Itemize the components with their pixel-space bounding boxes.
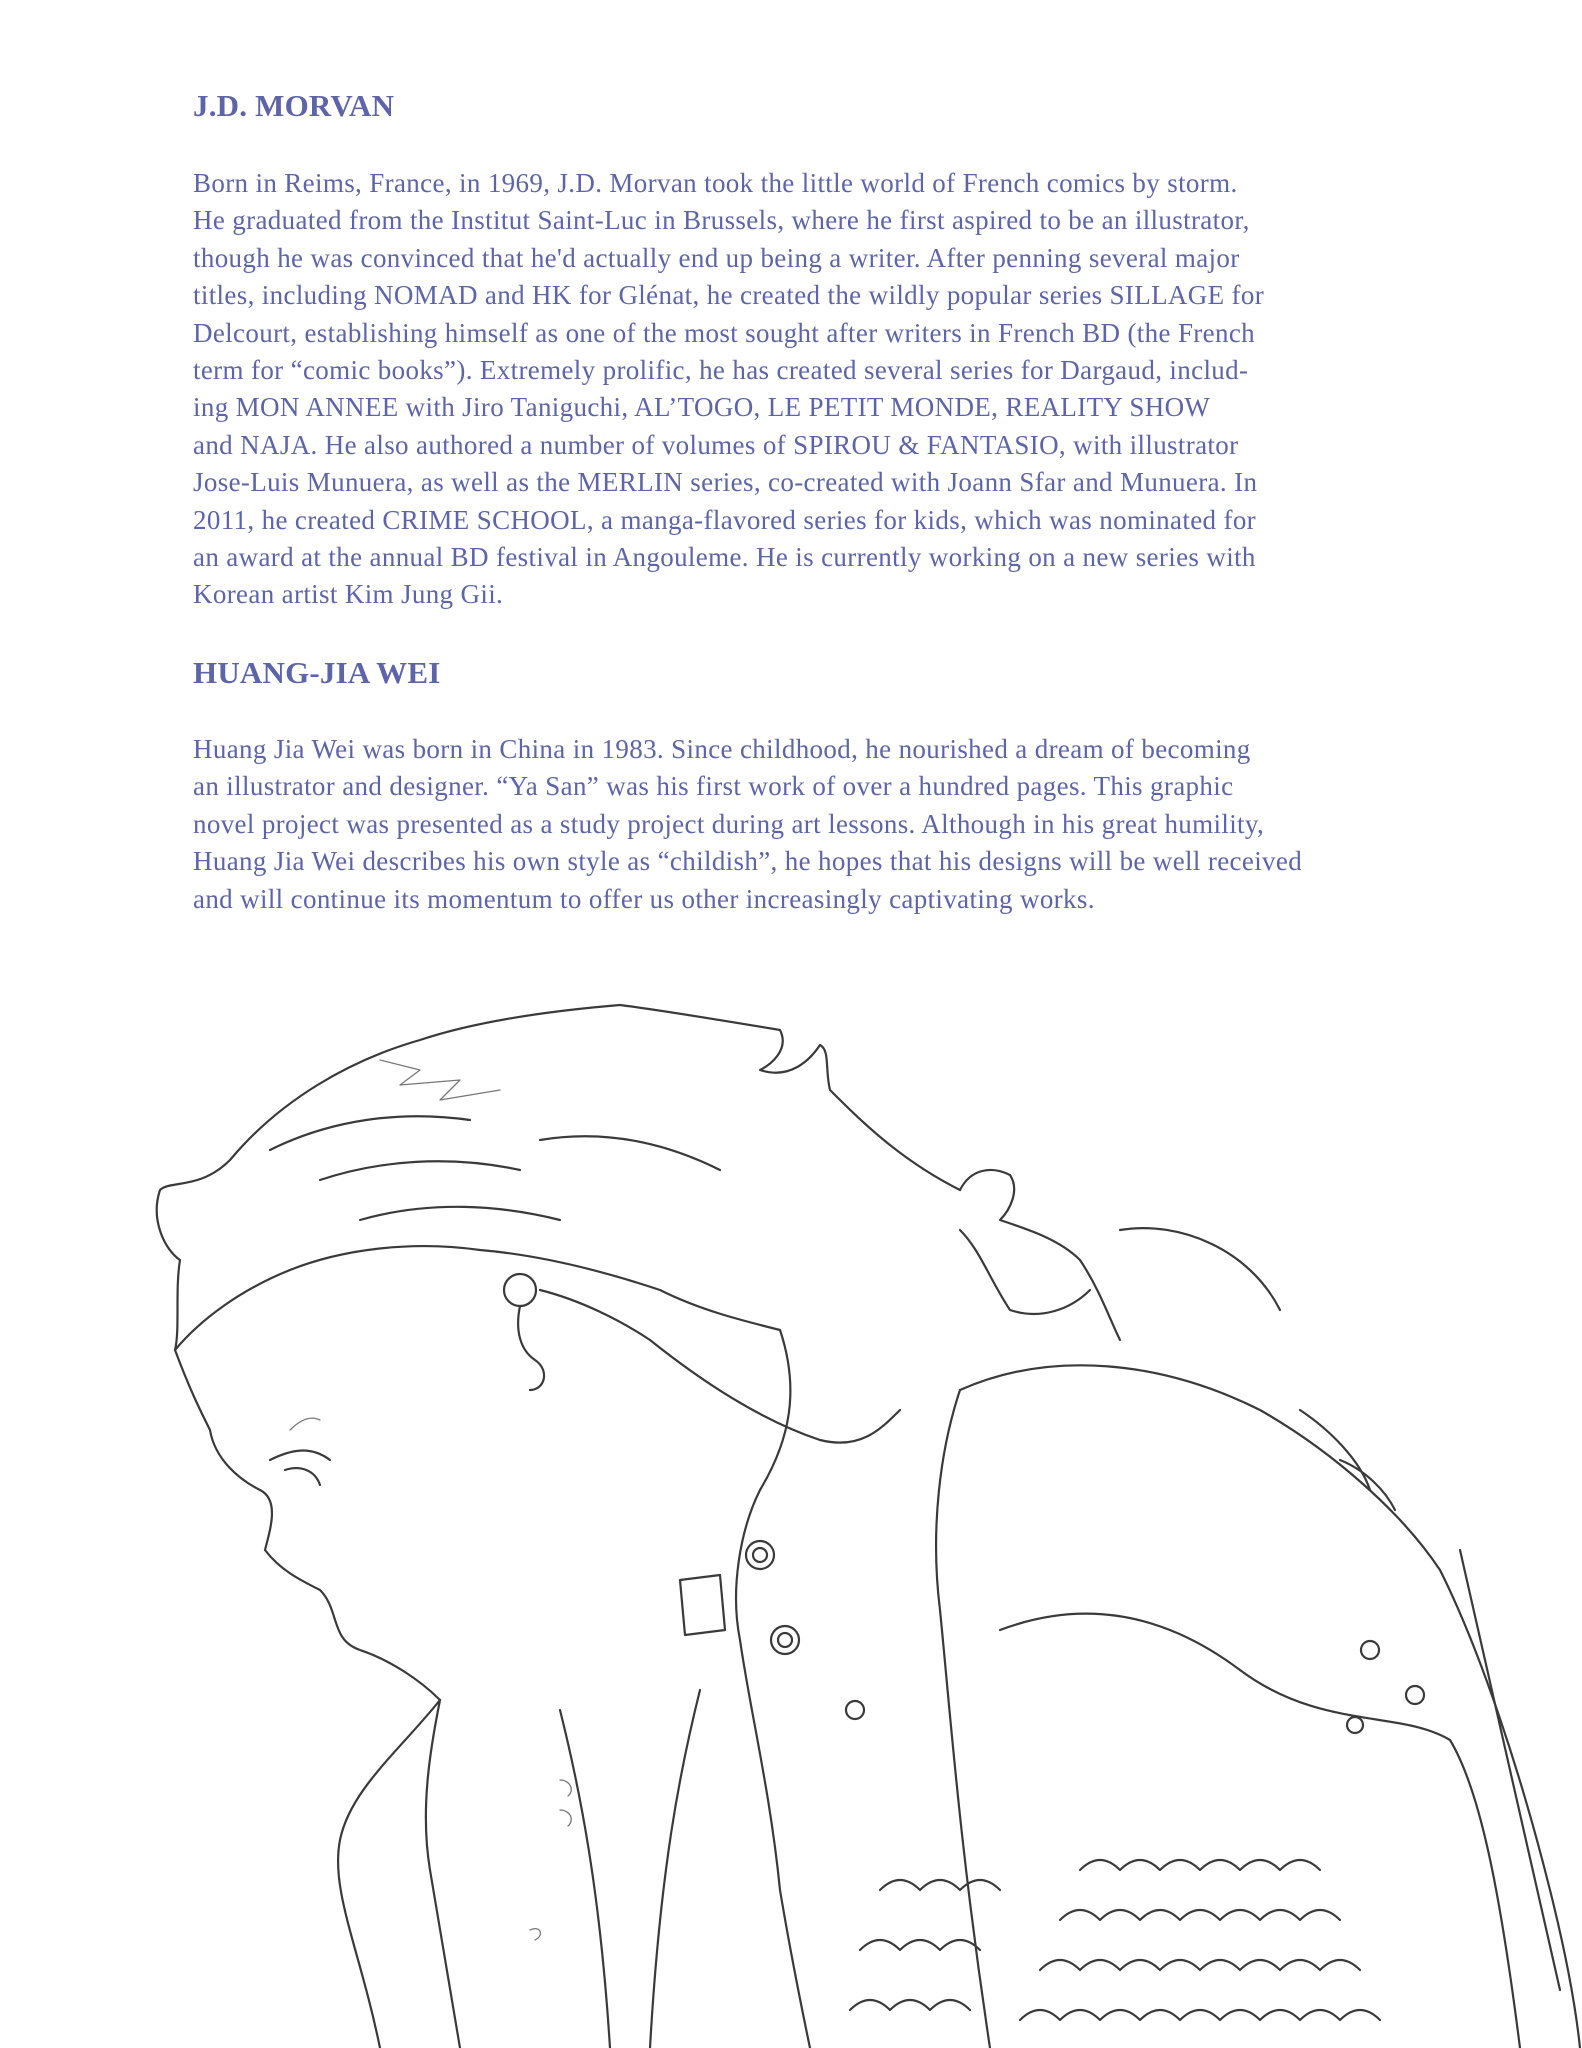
bio-line: Delcourt, establishing himself as one of the most sought after writers in French BD (the French: [193, 317, 1256, 348]
heading-huang-jia-wei: HUANG-JIA WEI: [193, 655, 441, 690]
bio-line: an award at the annual BD festival in Angouleme. He is currently working on a new series with: [193, 542, 1256, 573]
bio-jd-morvan: [193, 165, 1264, 614]
face-profile: [175, 1350, 440, 1700]
bio-line: Born in Reims, France, in 1969, J.D. Morvan took the little world of French comics by storm.: [193, 168, 1238, 198]
small-figure: [960, 1170, 1120, 1340]
bio-line: term for “comic books”). Extremely prolific, he has created several series for Dargaud, includ-: [193, 355, 1249, 386]
bio-line: an illustrator and designer. “Ya San” was his first work of over a hundred pages. This graphic: [193, 771, 1234, 802]
character-sketch-illustration: [0, 990, 1582, 2048]
bio-line: 2011, he created CRIME SCHOOL, a manga-flavored series for kids, which was nominated for: [193, 504, 1257, 535]
bio-line: Korean artist Kim Jung Gii.: [193, 579, 504, 610]
heading-jd-morvan: J.D. MORVAN: [193, 88, 395, 123]
bio-line: He graduated from the Institut Saint-Luc in Brussels, where he first aspired to be an illustrator,: [193, 205, 1250, 236]
coat-outline: [736, 1330, 810, 2048]
bio-line: novel project was presented as a study project during art lessons. Although in his great humility,: [193, 808, 1265, 839]
hair-outline: [157, 1005, 620, 1350]
bio-line: ing MON ANNEE with Jiro Taniguchi, AL’TOGO, LE PETIT MONDE, REALITY SHOW: [193, 392, 1211, 423]
bio-line: titles, including NOMAD and HK for Glénat, he created the wildly popular series SILLAGE for: [193, 280, 1265, 311]
bio-line: Huang Jia Wei was born in China in 1983. Since childhood, he nourished a dream of becoming: [193, 734, 1251, 764]
bio-line: though he was convinced that he'd actually end up being a writer. After penning several major: [193, 242, 1240, 273]
bio-huang-jia-wei: [193, 731, 1302, 918]
bio-line: and NAJA. He also authored a number of volumes of SPIROU & FANTASIO, with illustrator: [193, 429, 1239, 460]
bio-line: Huang Jia Wei describes his own style as “childish”, he hopes that his designs will be well received: [193, 846, 1303, 877]
scale-armor-pattern: [850, 1860, 1380, 2020]
bio-line: and will continue its momentum to offer us other increasingly captivating works.: [193, 883, 1095, 914]
bio-line: Jose-Luis Munuera, as well as the MERLIN series, co-created with Joann Sfar and Munuera. In: [193, 467, 1258, 498]
